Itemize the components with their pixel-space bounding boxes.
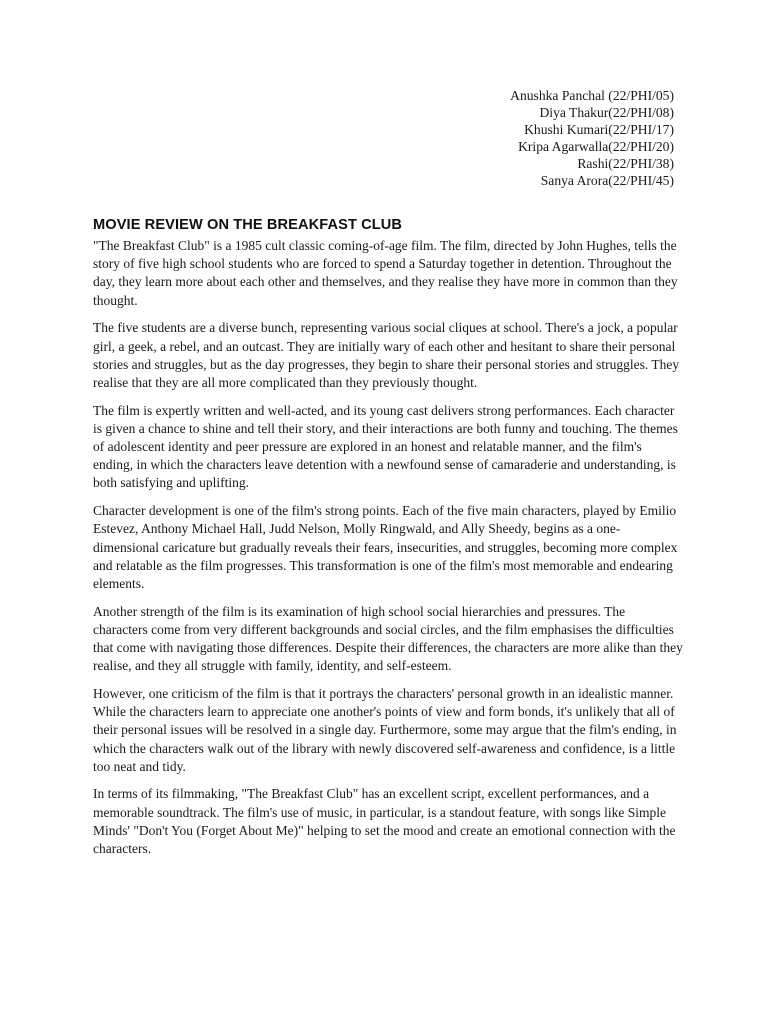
review-body bbox=[93, 215, 683, 868]
author-line: Khushi Kumari(22/PHI/17) bbox=[524, 122, 674, 138]
author-line: Rashi(22/PHI/38) bbox=[577, 156, 674, 172]
review-title: MOVIE REVIEW ON THE BREAKFAST CLUB bbox=[93, 217, 403, 233]
author-list bbox=[510, 87, 674, 190]
paragraph-intro: "The Breakfast Club" is a 1985 cult classic coming-of-age film. The film, directed by John Hughes, tells the story of five high school students who are forced to spend a Saturday together in detention. Throughout the day, they learn more about each other and themselves, and they realise they have more in common than they thought. bbox=[93, 238, 678, 308]
author-line: Sanya Arora(22/PHI/45) bbox=[540, 173, 674, 189]
author-line: Anushka Panchal (22/PHI/05) bbox=[510, 88, 674, 103]
author-line: Diya Thakur(22/PHI/08) bbox=[539, 105, 674, 121]
paragraph-social-hierarchies: Another strength of the film is its examination of high school social hierarchies and pressures. The characters come from very different backgrounds and social circles, and the film emphasises the difficulties that come with navigating those differences. Despite their differences, the characters are more alike than they realise, and they all struggle with family, identity, and self-esteem. bbox=[93, 603, 683, 674]
paragraph-filmmaking: In terms of its filmmaking, "The Breakfast Club" has an excellent script, excellent performances, and a memorable soundtrack. The film's use of music, in particular, is a standout feature, with songs like Simple Minds' "Don't You (Forget About Me)" helping to set the mood and create an emotional connection with the characters. bbox=[93, 786, 676, 857]
paragraph-students: The five students are a diverse bunch, representing various social cliques at school. There's a jock, a popular girl, a geek, a rebel, and an outcast. They are initially wary of each other and hesitant to share their personal stories and struggles, but as the day progresses, they begin to share their personal stories and struggles. They realise that they are all more complicated than they previously thought. bbox=[93, 320, 680, 390]
paragraph-criticism: However, one criticism of the film is that it portrays the characters' personal growth in an idealistic manner. While the characters learn to appreciate one another's points of view and form bonds, it's unlikely that all of their personal issues will be resolved in a single day. Furthermore, some may argue that the film's ending, in which the characters walk out of the library with newly discovered self-awareness and confidence, is a little too neat and tidy. bbox=[93, 685, 677, 774]
author-line: Kripa Agarwalla(22/PHI/20) bbox=[518, 139, 674, 155]
paragraph-character-development: Character development is one of the film's strong points. Each of the five main characters, played by Emilio Estevez, Anthony Michael Hall, Judd Nelson, Molly Ringwald, and Ally Sheedy, begins as a one-dimensional caricature but gradually reveals their fears, insecurities, and struggles, becoming more complex and relatable as the film progresses. This transformation is one of the film's most memorable and endearing elements. bbox=[93, 503, 678, 591]
paragraph-writing: The film is expertly written and well-acted, and its young cast delivers strong performances. Each character is given a chance to shine and tell their story, and their interactions are both funny and touching. The themes of adolescent identity and peer pressure are explored in an honest and relatable manner, and the film's ending, in which the characters leave detention with a newfound sense of camaraderie and understanding, is both satisfying and uplifting. bbox=[93, 402, 678, 491]
